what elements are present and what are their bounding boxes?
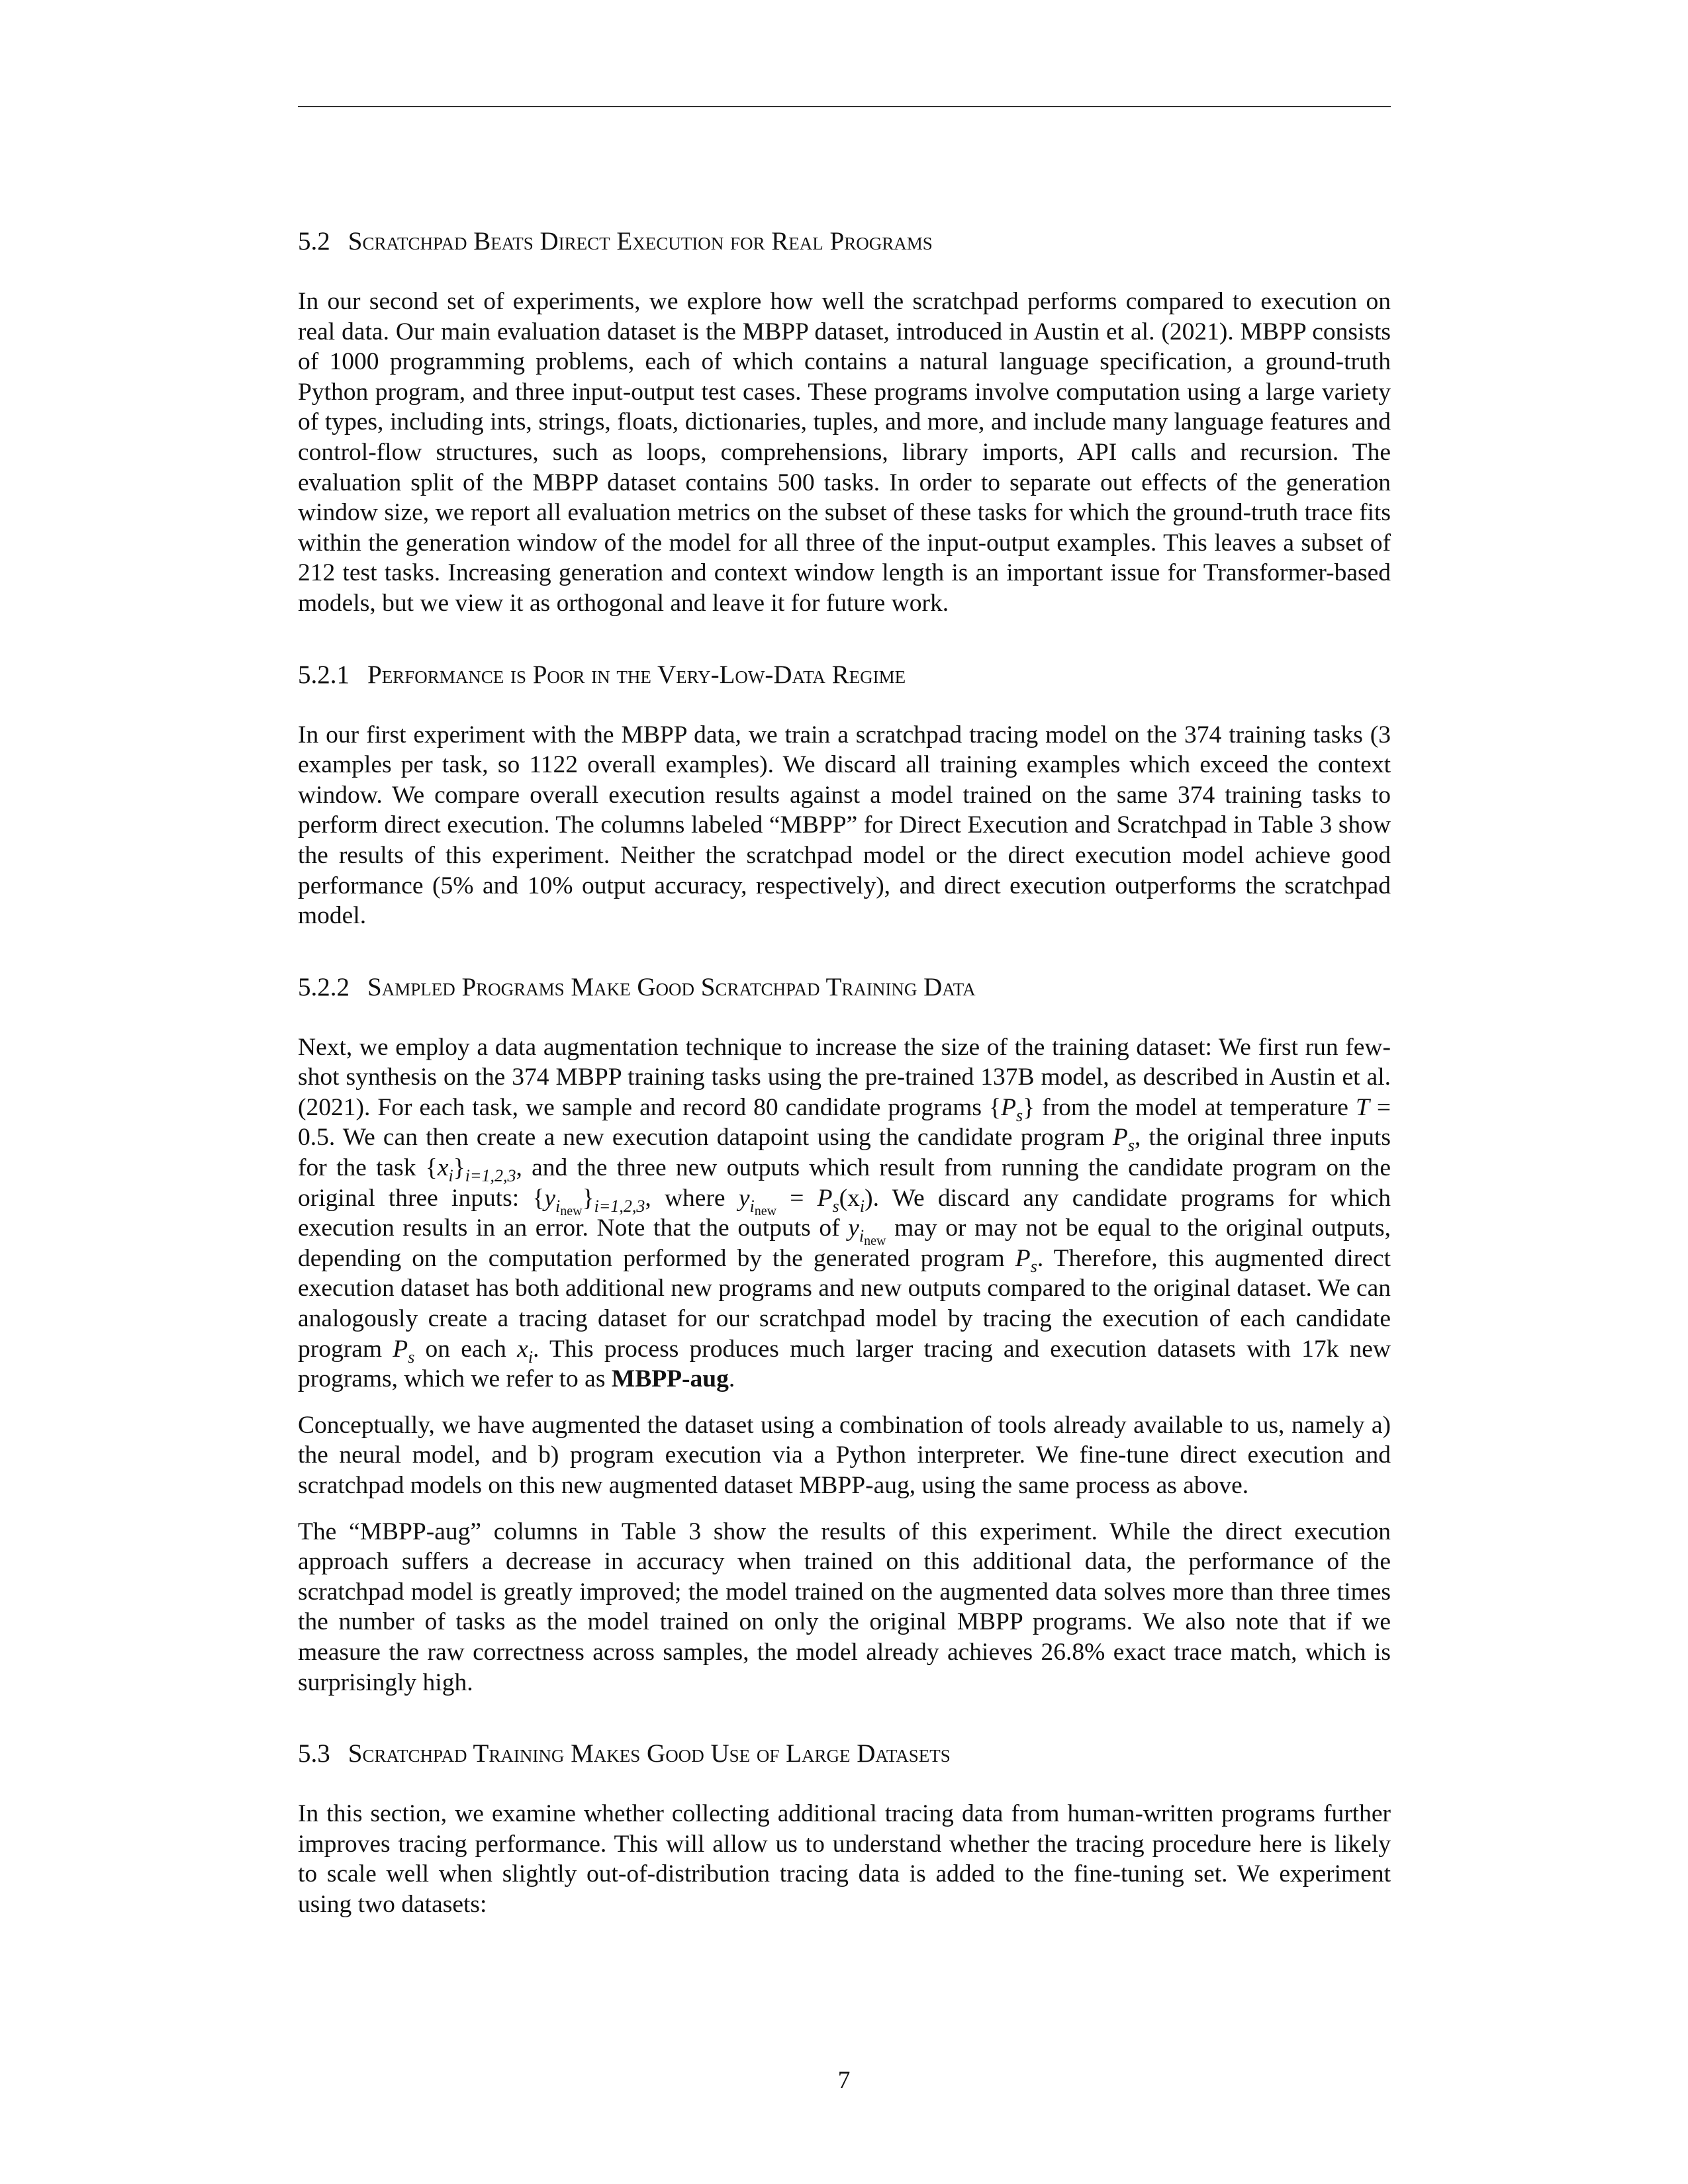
subsection-heading-5-2-2: 5.2.2 Sampled Programs Make Good Scratchpad Training Data xyxy=(298,972,976,1001)
header-rule xyxy=(298,106,1391,107)
page-number: 7 xyxy=(837,2067,851,2094)
section-heading-5-3: 5.3 Scratchpad Training Makes Good Use of Large Datasets xyxy=(298,1739,951,1768)
paragraph-5-3: In this section, we examine whether collecting additional tracing data from human-written programs further improves tracing performance. This will allow us to understand whether the tracing procedure here is likely to scale well when slightly out-of-distribution tracing data is added to the fine-tuning set. We experiment using two datasets: xyxy=(298,1800,1391,1918)
subsection-heading-5-2-1: 5.2.1 Performance is Poor in the Very-Low-Data Regime xyxy=(298,660,906,689)
section-heading-5-2: 5.2 Scratchpad Beats Direct Execution for Real Programs xyxy=(298,227,933,255)
paragraph-5-2-2-conceptually: Conceptually, we have augmented the dataset using a combination of tools already available to us, namely a) the neural model, and b) program execution via a Python interpreter. We fine-tune direct execution and scratchpad models on this new augmented dataset MBPP-aug, using the same process as above. xyxy=(298,1411,1391,1499)
paragraph-5-2: In our second set of experiments, we explore how well the scratchpad performs compared to execution on real data. Our main evaluation dataset is the MBPP dataset, introduced in Austin et al. (2021). MBPP consists of 1000 programming problems, each of which contains a natural language specification, a ground-truth Python program, and three input-output test cases. These programs involve computation using a large variety of types, including ints, strings, floats, dictionaries, tuples, and more, and include many language features and control-flow structures, such as loops, comprehensions, library imports, API calls and recursion. The evaluation split of the MBPP dataset contains 500 tasks. In order to separate out effects of the generation window size, we report all evaluation metrics on the subset of these tasks for which the ground-truth trace fits within the generation window of the model for all three of the input-output examples. This leaves a subset of 212 test tasks. Increasing generation and context window length is an important issue for Transformer-based models, but we view it as orthogonal and leave it for future work. xyxy=(298,288,1391,617)
paragraph-5-2-2-results: The “MBPP-aug” columns in Table 3 show the results of this experiment. While the direct execution approach suffers a decrease in accuracy when trained on this additional data, the performance of the scratchpad model is greatly improved; the model trained on the augmented data solves more than three times the number of tasks as the model trained on only the original MBPP programs. We also note that if we measure the raw correctness across samples, the model already achieves 26.8% exact trace match, which is surprisingly high. xyxy=(298,1518,1391,1696)
paragraph-5-2-1: In our first experiment with the MBPP data, we train a scratchpad tracing model on the 374 training tasks (3 examples per task, so 1122 overall examples). We discard all training examples which exceed the context window. We compare overall execution results against a model trained on the same 374 training tasks to perform direct execution. The columns labeled “MBPP” for Direct Execution and Scratchpad in Table 3 show the results of this experiment. Neither the scratchpad model or the direct execution model achieve good performance (5% and 10% output accuracy, respectively), and direct execution outperforms the scratchpad model. xyxy=(298,721,1391,930)
page-body xyxy=(298,225,1391,1936)
paragraph-5-2-2-augmentation: Next, we employ a data augmentation technique to increase the size of the training dataset: We first run few-shot synthesis on the 374 MBPP training tasks using the pre-trained 137B model, as described in Austin et al. (2021). For each task, we sample and record 80 candidate programs $\{P_s\}$ from the model at temperature T = 0.5. We can then create a new execution datapoint using the candidate program $P_s$, the original three inputs for the task $\{x_i\}_{i=1,2,3}$, and the three new outputs which result from running the candidate program on the original three inputs: $\{y_{inew}\}_{i=1,2,3}$, where $y_{inew} = P_s(x_i)$. We discard any candidate programs for which execution results in an error. Note that the outputs of $y_{inew}$ may or may not be equal to the original outputs, depending on the computation performed by the generated program $P_s$. Therefore, this augmented direct execution dataset has both additional new programs and new outputs compared to the original dataset. We can analogously create a tracing dataset for our scratchpad model by tracing the execution of each candidate program $P_s$ on each $x_i$. This process produces much larger tracing and execution datasets with 17k new programs, which we refer to as MBPP-aug. xyxy=(298,1033,1391,1393)
mbpp-aug-term: MBPP-aug xyxy=(611,1365,729,1393)
